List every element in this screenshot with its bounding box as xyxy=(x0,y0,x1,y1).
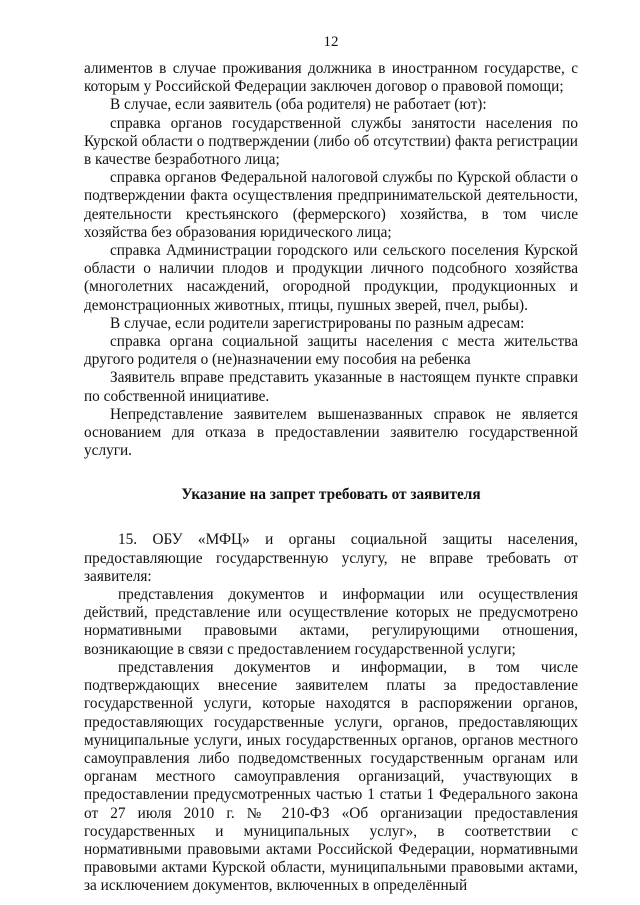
paragraph-administration-certificate: справка Администрации городского или сельского поселения Курской области о наличии плодов и продукции личного подсобного хозяйства (многолетних насаждений, огородной продукции, продукционных и демонстрационных животных, птицы, пушных зверей, пчел, рыбы). xyxy=(84,242,578,314)
paragraph-non-submission: Непредставление заявителем вышеназванных справок не является основанием для отказа в предоставлении заявителю государственной услуги. xyxy=(84,405,578,460)
paragraph-different-addresses-intro: В случае, если родители зарегистрированы по разным адресам: xyxy=(110,314,525,332)
paragraph-item-15: 15. ОБУ «МФЦ» и органы социальной защиты населения, предоставляющие государственную услугу, не вправе требовать от заявителя: xyxy=(84,531,578,585)
page-number: 12 xyxy=(323,34,339,50)
paragraph-employment-service-certificate: справка органов государственной службы занятости населения по Курской области о подтверждении (либо об отсутствии) факта регистрации в качестве безработного лица; xyxy=(84,114,578,169)
paragraph-documents-actions: представления документов и информации или осуществления действий, представление или осуществление которых не предусмотрено нормативными правовыми актами, регулирующими отношения, возникающие в связи с предоставлением государственной услуги; xyxy=(84,586,578,658)
section-heading: Указание на запрет требовать от заявителя xyxy=(181,486,481,504)
paragraph-social-protection-certificate: справка органа социальной защиты населения с места жительства другого родителя о (не)назначении ему пособия на ребенка xyxy=(84,333,578,369)
paragraph-tax-service-certificate: справка органов Федеральной налоговой службы по Курской области о подтверждении факта осуществления предпринимательской деятельности, деятельности крестьянского (фермерского) хозяйства, в том числе хозяйства без образования юридического лица; xyxy=(84,169,578,241)
paragraph-unemployed-intro: В случае, если заявитель (оба родителя) не работает (ют): xyxy=(110,96,487,114)
paragraph-documents-information: представления документов и информации, в том числе подтверждающих внесение заявителем платы за предоставление государственной услуги, которые находятся в распоряжении органов, предоставляющих государственные услуги, органов, предоставляющих муниципальные услуги, иных государственных органов, органов местного самоуправления либо подведомственных государственным органам или органам местного самоуправления организаций, участвующих в предоставлении предусмотренных частью 1 статьи 1 Федерального закона от 27 июля 2010 г. № 210-ФЗ «Об организации предоставления государственных и муниципальных услуг», в соответствии с нормативными правовыми актами Российской Федерации, нормативными правовыми актами Курской области, муниципальными правовыми актами, за исключением документов, включенных в определённый xyxy=(84,658,578,895)
paragraph-own-initiative: Заявитель вправе представить указанные в настоящем пункте справки по собственной инициативе. xyxy=(84,369,578,405)
paragraph-alimony-continuation: алиментов в случае проживания должника в иностранном государстве, с которым у Российской Федерации заключен договор о правовой помощи; xyxy=(84,60,578,96)
